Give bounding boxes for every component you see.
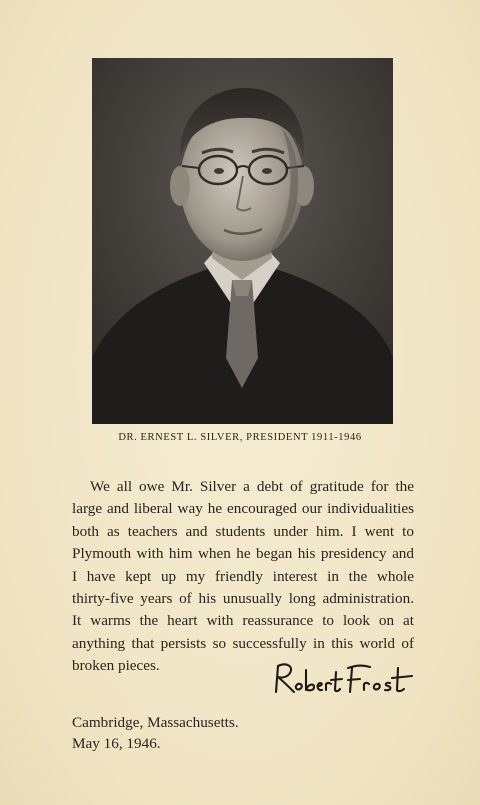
quote-line: anything that persists so successfully in this world of <box>72 634 414 652</box>
quote-paragraph <box>72 476 414 678</box>
quote-line: We all owe Mr. Silver a debt of gratitude for the <box>90 478 414 495</box>
place-and-date <box>72 712 239 754</box>
portrait-photo <box>92 58 393 424</box>
quote-line: Plymouth with him when he began his presidency and <box>72 545 414 563</box>
quote-line: both as teachers and students under him. I went to <box>72 522 414 540</box>
date-text: May 16, 1946. <box>72 735 161 752</box>
quote-line: I have kept up my friendly interest in the whole <box>72 567 414 585</box>
quote-line: It warms the heart with reassurance to look on at <box>72 612 414 630</box>
place-text: Cambridge, Massachusetts. <box>72 714 239 731</box>
quote-line: thirty-five years of his unusually long administration. <box>72 590 414 608</box>
photo-caption: DR. ERNEST L. SILVER, PRESIDENT 1911-1946 <box>118 432 362 443</box>
quote-line: large and liberal way he encouraged our individualities <box>72 500 414 518</box>
quote-line: broken pieces. <box>72 657 160 675</box>
signature <box>268 656 418 700</box>
